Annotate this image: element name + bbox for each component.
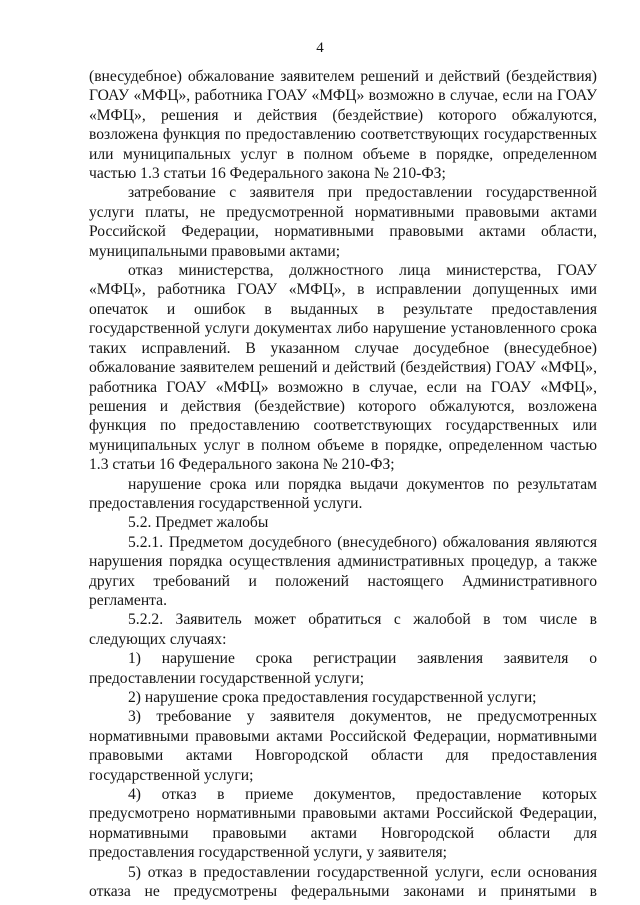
paragraph: 5) отказ в предоставлении государственной услуги, если основания отказа не предусмотрены федеральными законами и принятыми в: [89, 863, 597, 901]
paragraph: 1) нарушение срока регистрации заявления заявителя о предоставлении государственной услуги;: [89, 650, 597, 687]
paragraph: отказ министерства, должностного лица министерства, ГОАУ «МФЦ», работника ГОАУ «МФЦ», в исправлении допущенных ими опечаток и ошибок в выданных в результате предоставления государственной услуги документах либо нарушение установленного срока таких исправлений. В указанном случае досудебное (внесудебное) обжалование заявителем решений и действий (бездействия) ГОАУ «МФЦ», работника ГОАУ «МФЦ» возможно в случае, если на ГОАУ «МФЦ», решения и действия (бездействие) которого обжалуются, возложена функция по предоставлению соответствующих государственных или муниципальных услуг в полном объеме в порядке, определенном частью 1.3 статьи 16 Федерального закона № 210-ФЗ;: [89, 262, 597, 474]
paragraph: (внесудебное) обжалование заявителем решений и действий (бездействия) ГОАУ «МФЦ», работника ГОАУ «МФЦ» возможно в случае, если на ГОАУ «МФЦ», решения и действия (бездействие) которого обжалуются, возложена функция по предоставлению соответствующих государственных или муниципальных услуг в полном объеме в порядке, определенном частью 1.3 статьи 16 Федерального закона № 210-ФЗ;: [89, 68, 597, 183]
paragraph: 3) требование у заявителя документов, не предусмотренных нормативными правовыми актами Российской Федерации, нормативными правовыми актами Новгородской области для предоставления государственной услуги;: [89, 708, 597, 784]
paragraph: нарушение срока или порядка выдачи документов по результатам предоставления государственной услуги.: [89, 475, 597, 512]
paragraph: 5.2.2. Заявитель может обратиться с жалобой в том числе в следующих случаях:: [89, 611, 597, 648]
paragraph: 4) отказ в приеме документов, предоставление которых предусмотрено нормативными правовыми актами Российской Федерации, нормативными правовыми актами Новгородской области для предоставления государственной услуги, у заявителя;: [89, 786, 597, 862]
document-body: [89, 67, 597, 901]
page-number: 4: [316, 40, 324, 56]
paragraph: 5.2.1. Предметом досудебного (внесудебного) обжалования являются нарушения порядка осуществления административных процедур, а также других требований и положений настоящего Административного регламента.: [89, 533, 597, 609]
paragraph: затребование с заявителя при предоставлении государственной услуги платы, не предусмотренной нормативными правовыми актами Российской Федерации, нормативными правовыми актами области, муниципальными правовыми актами;: [89, 184, 597, 260]
paragraph: 5.2. Предмет жалобы: [128, 514, 269, 532]
paragraph: 2) нарушение срока предоставления государственной услуги;: [128, 689, 537, 706]
